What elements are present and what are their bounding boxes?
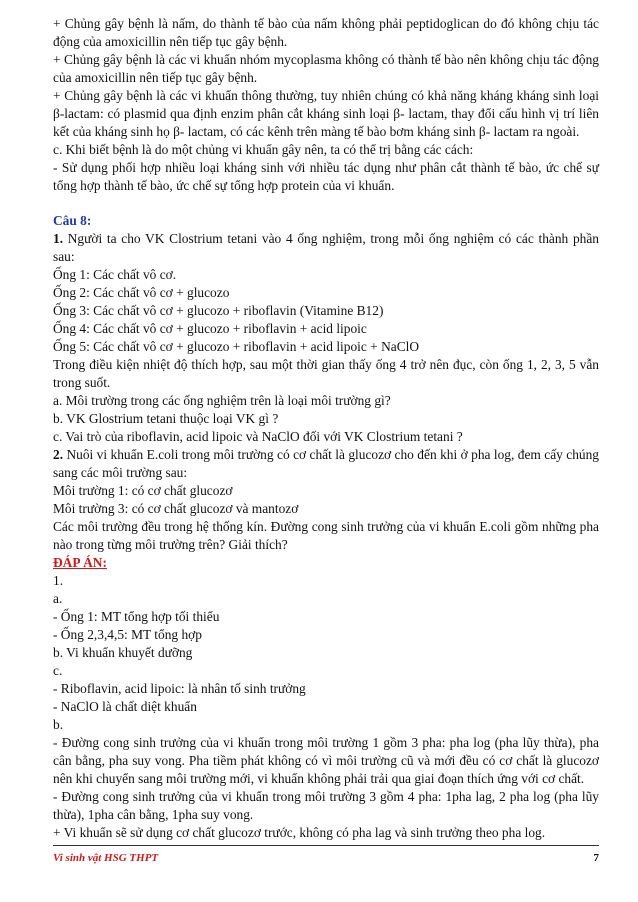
tube-2: Ống 2: Các chất vô cơ + glucozo <box>53 285 230 300</box>
answer-paragraph-1: - Đường cong sinh trưởng của vi khuẩn trong môi trường 1 gồm 3 pha: pha log (pha lũy thừa), pha cân bằng, pha suy vong. Pha tiềm phát không có vì môi trường cũ và mới đều có cơ chất là glucozơ nên khi chuyển sang môi trường mới, vi khuẩn không phải trải qua giai đoạn thích ứng với cơ chất. <box>53 735 599 786</box>
answer-paragraph-2: - Đường cong sinh trưởng của vi khuẩn trong môi trường 3 gồm 4 pha: 1pha lag, 2 pha log (pha lũy thừa), 1pha cân bằng, 1pha suy vong. <box>53 789 599 822</box>
question-1-intro <box>53 230 599 266</box>
answer-line: - Riboflavin, acid lipoic: là nhân tố sinh trưởng <box>53 681 306 696</box>
footer-divider <box>53 845 599 846</box>
answer-line: b. Vi khuẩn khuyết dưỡng <box>53 645 193 660</box>
question-1-number: 1. <box>53 231 64 246</box>
question-2-number: 2. <box>53 447 64 462</box>
answer-line: b. <box>53 717 64 732</box>
intro-paragraph-2: + Chủng gây bệnh là các vi khuẩn nhóm mycoplasma không có thành tế bào nên không chịu tác động của amoxicillin nên tiếp tục gây bệnh. <box>53 52 599 85</box>
question-1-text: Người ta cho VK Clostrium tetani vào 4 ống nghiệm, trong mỗi ống nghiệm có các thành phần sau: <box>53 231 599 264</box>
answer-paragraph-3: + Vi khuẩn sẽ sử dụng cơ chất glucozơ trước, không có pha lag và sinh trưởng theo pha log. <box>53 825 546 840</box>
answer-title: ĐÁP ÁN: <box>53 555 107 570</box>
tube-4: Ống 4: Các chất vô cơ + glucozo + riboflavin + acid lipoic <box>53 321 367 336</box>
answer-line: - NaClO là chất diệt khuẩn <box>53 699 197 714</box>
question-1a: a. Môi trường trong các ống nghiệm trên là loại môi trường gì? <box>53 393 391 408</box>
tube-3: Ống 3: Các chất vô cơ + glucozo + riboflavin (Vitamine B12) <box>53 303 384 318</box>
page-content <box>53 15 599 842</box>
tube-1: Ống 1: Các chất vô cơ. <box>53 267 177 282</box>
medium-3: Môi trường 3: có cơ chất glucozơ và mantozơ <box>53 501 299 516</box>
footer-title: Vi sinh vật HSG THPT <box>53 852 159 864</box>
question-2-text: Nuôi vi khuẩn E.coli trong môi trường có cơ chất là glucozơ cho đến khi ở pha log, đem cấy chúng sang các môi trường sau: <box>53 447 599 480</box>
question-1b: b. VK Glostrium tetani thuộc loại VK gì ? <box>53 411 279 426</box>
answer-line: - Ống 1: MT tổng hợp tối thiểu <box>53 609 220 624</box>
intro-paragraph-5: - Sử dụng phối hợp nhiều loại kháng sinh với nhiều tác dụng như phân cắt thành tế bào, ức chế sự tổng hợp thành tế bào, ức chế sự tổng hợp protein của vi khuẩn. <box>53 160 599 193</box>
intro-paragraph-4: c. Khi biết bệnh là do một chủng vi khuẩn gây nên, ta có thể trị bằng các cách: <box>53 142 474 157</box>
answer-line: a. <box>53 591 63 606</box>
answer-line: - Ống 2,3,4,5: MT tổng hợp <box>53 627 202 642</box>
question-title: Câu 8: <box>53 213 92 228</box>
spacer <box>53 195 599 212</box>
answer-line: 1. <box>53 573 64 588</box>
answer-line: c. <box>53 663 63 678</box>
question-2-intro <box>53 446 599 482</box>
question-1-observation: Trong điều kiện nhiệt độ thích hợp, sau một thời gian thấy ống 4 trở nên đục, còn ống 1, 2, 3, 5 vẫn trong suốt. <box>53 357 599 390</box>
question-2-text-body: Các môi trường đều trong hệ thống kín. Đường cong sinh trưởng của vi khuẩn E.coli gồm những pha nào trong từng môi trường trên? Giải thích? <box>53 519 599 552</box>
question-1c: c. Vai trò của riboflavin, acid lipoic và NaClO đối với VK Clostrium tetani ? <box>53 429 463 444</box>
medium-1: Môi trường 1: có cơ chất glucozơ <box>53 483 233 498</box>
tube-5: Ống 5: Các chất vô cơ + glucozo + riboflavin + acid lipoic + NaClO <box>53 339 420 354</box>
page-number: 7 <box>593 852 599 864</box>
intro-paragraph-1: + Chủng gây bệnh là nấm, do thành tế bào của nấm không phải peptidoglican do đó không chịu tác động của amoxicillin nên tiếp tục gây bệnh. <box>53 16 599 49</box>
intro-paragraph-3: + Chủng gây bệnh là các vi khuẩn thông thường, tuy nhiên chúng có khả năng kháng kháng sinh loại β-lactam: có plasmid qua định enzim phân cắt kháng sinh loại β- lactam, thay đổi cấu hình vị trí liên kết của kháng sinh họ β- lactam, có các kênh trên màng tế bào bơm kháng sinh β- lactam ra ngoài. <box>53 88 599 139</box>
